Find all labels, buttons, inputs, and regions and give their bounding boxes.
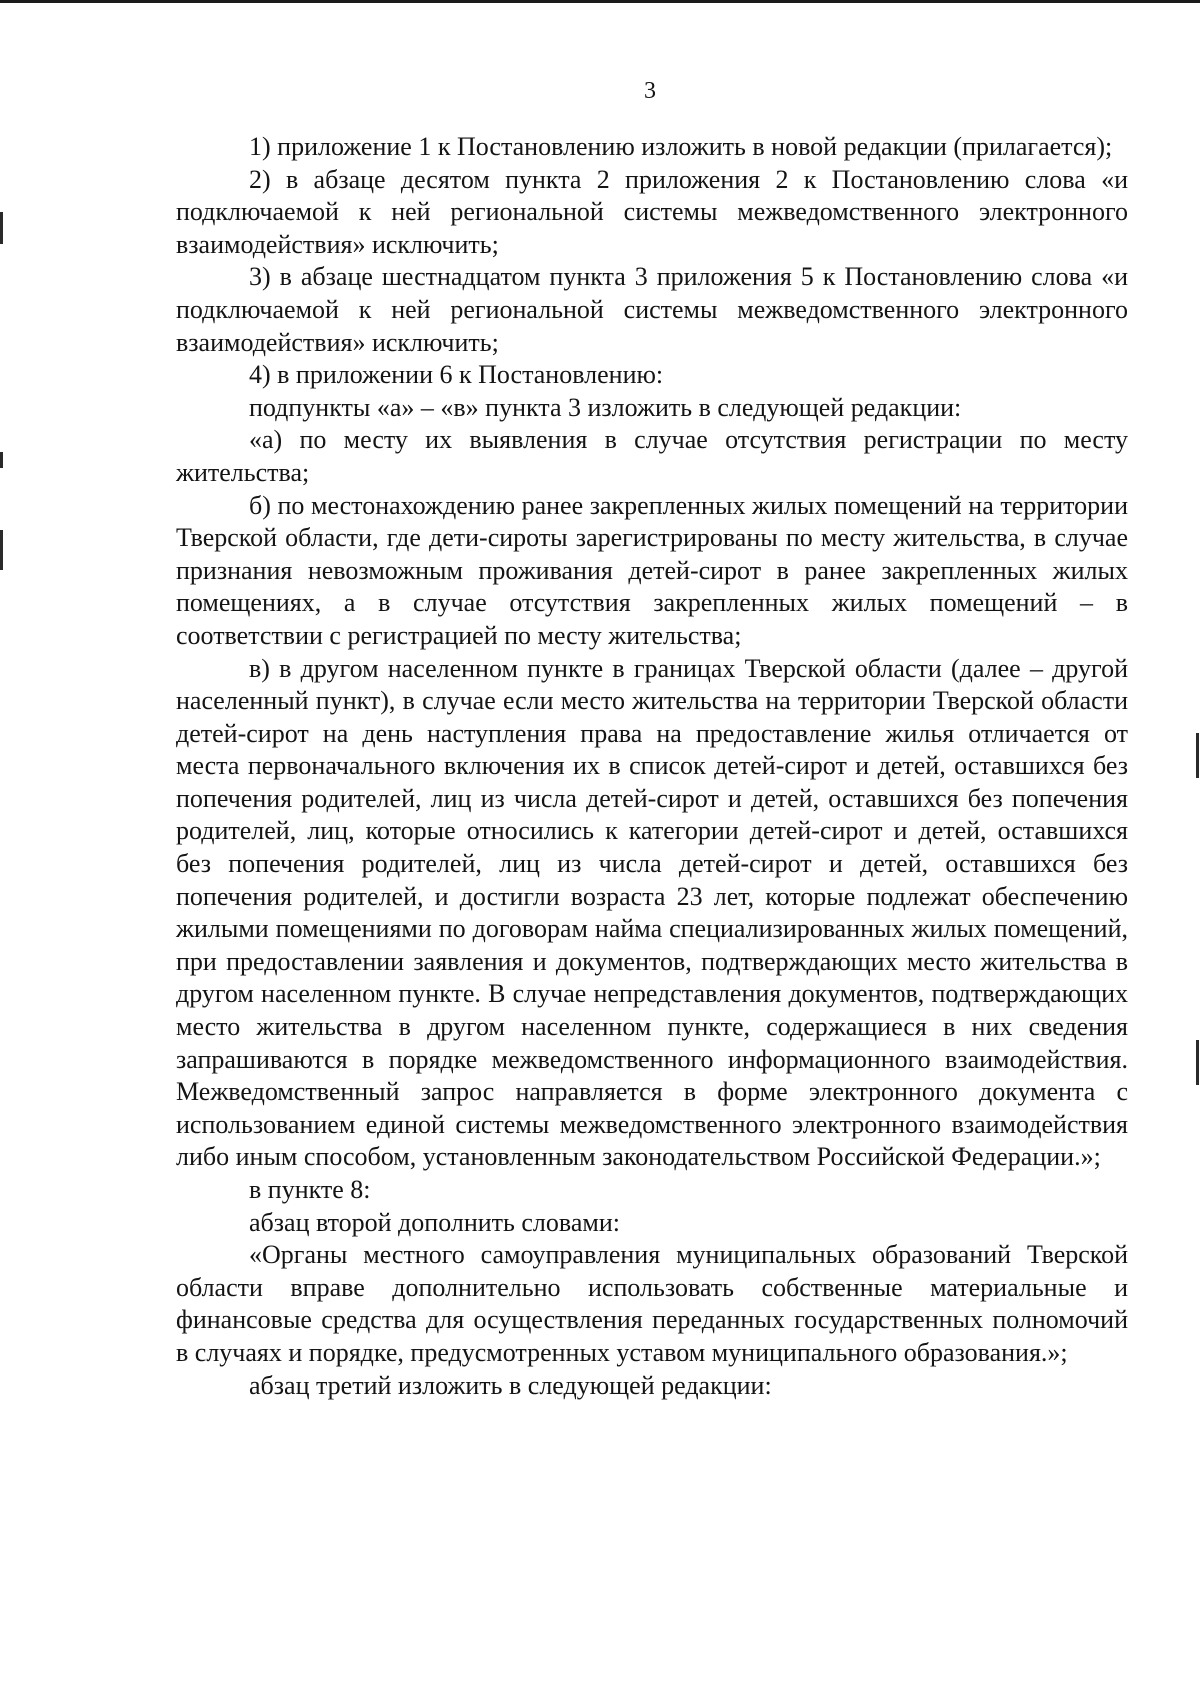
scan-edge-mark-right-1 [1196,733,1199,778]
scan-edge-mark-left-1 [0,212,3,244]
page-number: 3 [644,78,656,104]
paragraph-item-1: 1) приложение 1 к Постановлению изложить в новой редакции (прилагается); [249,132,1113,161]
paragraph-item-2: 2) в абзаце десятом пункта 2 приложения 2 к Постановлению слова «и подключаемой к ней региональной системы межведомственного электронного взаимодействия» исключить; [176,164,1128,259]
paragraph-subitems-intro: подпункты «а» – «в» пункта 3 изложить в следующей редакции: [249,392,962,422]
scan-edge-mark-right-2 [1196,1040,1199,1085]
page-top-border [0,0,1200,3]
paragraph-subitem-b: б) по местонахождению ранее закрепленных жилых помещений на территории Тверской области, где дети-сироты зарегистрированы по месту жительства, в случае признания невозможным проживания детей-сирот в ранее закрепленных жилых помещениях, а в случае отсутствия закрепленных жилых помещений – в соответствии с регистрацией по месту жительства; [176,490,1128,650]
paragraph-third-abzac: абзац третий изложить в следующей редакции: [249,1370,772,1400]
document-body [176,131,1128,1402]
scan-edge-mark-left-2 [0,452,3,468]
paragraph-point-8: в пункте 8: [249,1175,371,1204]
paragraph-second-abzac: абзац второй дополнить словами: [249,1207,620,1237]
paragraph-item-4: 4) в приложении 6 к Постановлению: [249,360,664,390]
paragraph-inserted-text: «Органы местного самоуправления муниципальных образований Тверской области вправе дополнительно использовать собственные материальные и финансовые средства для осуществления переданных государственных полномочий в случаях и порядке, предусмотренных уставом муниципального образования.»; [176,1240,1128,1367]
paragraph-subitem-v: в) в другом населенном пункте в границах Тверской области (далее – другой населенный пункт), в случае если место жительства на территории Тверской области детей-сирот на день наступления права на предоставление жилья отличается от места первоначального включения их в список детей-сирот и детей, оставшихся без попечения родителей, лиц из числа детей-сирот и детей, оставшихся без попечения родителей, лиц, которые относились к категории детей-сирот и детей, оставшихся без попечения родителей, лиц из числа детей-сирот и детей, оставшихся без попечения родителей, и достигли возраста 23 лет, которые подлежат обеспечению жилыми помещениями по договорам найма специализированных жилых помещений, при предоставлении заявления и документов, подтверждающих место жительства в другом населенном пункте. В случае непредставления документов, подтверждающих место жительства в другом населенном пункте, содержащиеся в них сведения запрашиваются в порядке межведомственного информационного взаимодействия. Межведомственный запрос направляется в форме электронного документа с использованием единой системы межведомственного электронного взаимодействия либо иным способом, установленным законодательством Российской Федерации.»; [176,653,1128,1172]
scan-edge-mark-left-3 [0,530,3,570]
paragraph-item-3: 3) в абзаце шестнадцатом пункта 3 приложения 5 к Постановлению слова «и подключаемой к ней региональной системы межведомственного электронного взаимодействия» исключить; [176,262,1128,357]
paragraph-subitem-a: «а) по месту их выявления в случае отсутствия регистрации по месту жительства; [176,425,1128,487]
